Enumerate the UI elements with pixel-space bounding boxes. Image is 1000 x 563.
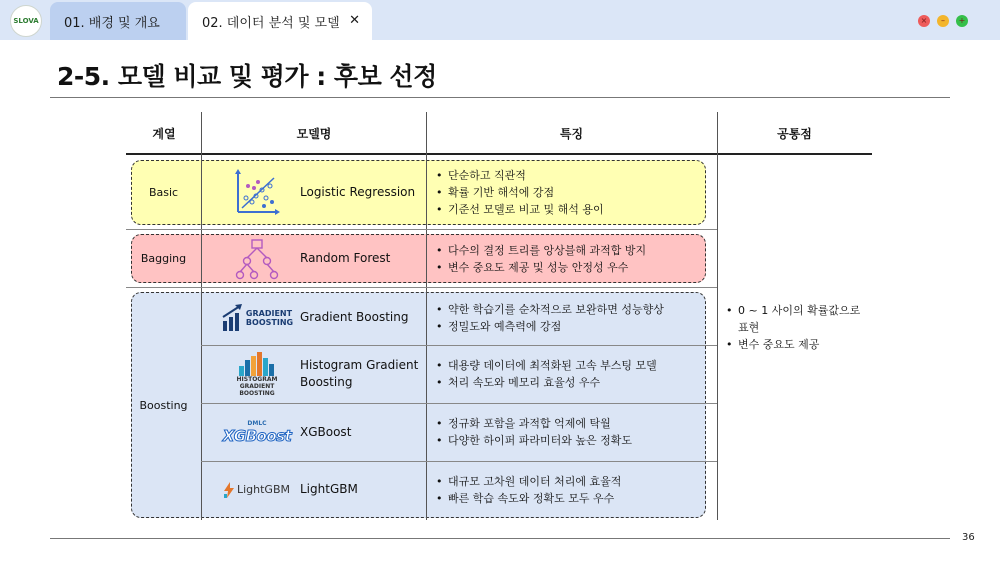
common-features [726,302,866,353]
tab-data-analysis-model[interactable] [188,2,372,40]
model-name: Gradient Boosting [300,310,409,324]
scatter-plot-icon [214,162,300,222]
feature-item: • 다양한 하이퍼 파라미터와 높은 정확도 [436,432,716,449]
logo-text: LightGBM [236,483,290,496]
feature-item: • 대용량 데이터에 최적화된 고속 부스팅 모델 [436,357,716,374]
column-divider [426,112,427,520]
tab-background-overview[interactable] [50,2,186,40]
logo-text: BOOSTING [239,389,275,397]
logo-text: DMLC [247,419,267,427]
app-logo: SLOVA [10,5,42,37]
model-features [436,403,716,461]
model-features [436,290,716,345]
logo-text: BOOSTING [245,317,294,327]
feature-item: • 대규모 고차원 데이터 처리에 효율적 [436,473,716,490]
model-features [436,345,716,403]
feature-item: • 다수의 결정 트리를 앙상블해 과적합 방지 [436,242,716,259]
header-model-name: 모델명 [296,126,332,141]
feature-item: • 단순하고 직관적 [436,167,716,184]
tab-bar [0,0,1000,40]
category-bagging: Bagging [140,252,187,265]
lightgbm-logo [214,461,300,518]
feature-item: • 기준선 모델로 비교 및 해석 용이 [436,201,716,218]
feature-item: • 확률 기반 해석에 강점 [436,184,716,201]
xgboost-logo [214,403,300,461]
window-close-button[interactable]: × [918,15,930,27]
model-comparison-table [126,112,872,520]
tab-label: 02. 데이터 분석 및 모델 [202,15,340,31]
feature-item: • 변수 중요도 제공 및 성능 안정성 우수 [436,259,716,276]
model-name: LightGBM [300,482,358,496]
window-minimize-button[interactable]: – [937,15,949,27]
header-category: 계열 [152,126,176,141]
column-divider [201,112,202,520]
logo-text: GRADIENT [239,382,275,390]
common-item: • 0 ~ 1 사이의 확률값으로 표현 [726,302,866,336]
feature-item: • 처리 속도와 메모리 효율성 우수 [436,374,716,391]
logo-text: XGBoost [222,426,292,445]
category-basic: Basic [148,186,179,199]
model-features [436,160,716,225]
gradient-boosting-logo [214,290,300,345]
logo-text: GRADIENT [245,308,293,318]
row-divider [126,287,717,288]
model-features [436,461,716,518]
footer-divider [50,538,950,539]
model-name: Histogram Gradient Boosting [300,358,419,389]
header-common: 공통점 [777,126,812,141]
close-tab-icon[interactable]: ✕ [349,13,360,28]
row-divider [126,229,717,230]
feature-item: • 정밀도와 예측력에 강점 [436,318,716,335]
header-divider [126,153,872,155]
slide-title: 2-5. 모델 비교 및 평가 : 후보 선정 [57,62,437,91]
feature-item: • 약한 학습기를 순차적으로 보완하면 성능향상 [436,301,716,318]
feature-item: • 빠른 학습 속도와 정확도 모두 우수 [436,490,716,507]
logo-text: HISTOGRAM [236,375,278,383]
model-features [436,234,716,283]
column-divider [717,112,718,520]
histogram-boosting-logo [214,345,300,403]
tree-icon [214,234,300,283]
common-item: • 변수 중요도 제공 [726,336,866,353]
feature-item: • 정규화 포함을 과적합 억제에 탁월 [436,415,716,432]
title-divider [50,97,950,98]
category-boosting: Boosting [139,398,188,412]
model-name: Random Forest [300,251,391,265]
window-maximize-button[interactable]: + [956,15,968,27]
model-name: Logistic Regression [300,185,416,199]
model-name: XGBoost [300,424,352,439]
tab-label: 01. 배경 및 개요 [64,15,160,31]
page-number: 36 [962,532,975,543]
header-features: 특징 [559,126,584,141]
